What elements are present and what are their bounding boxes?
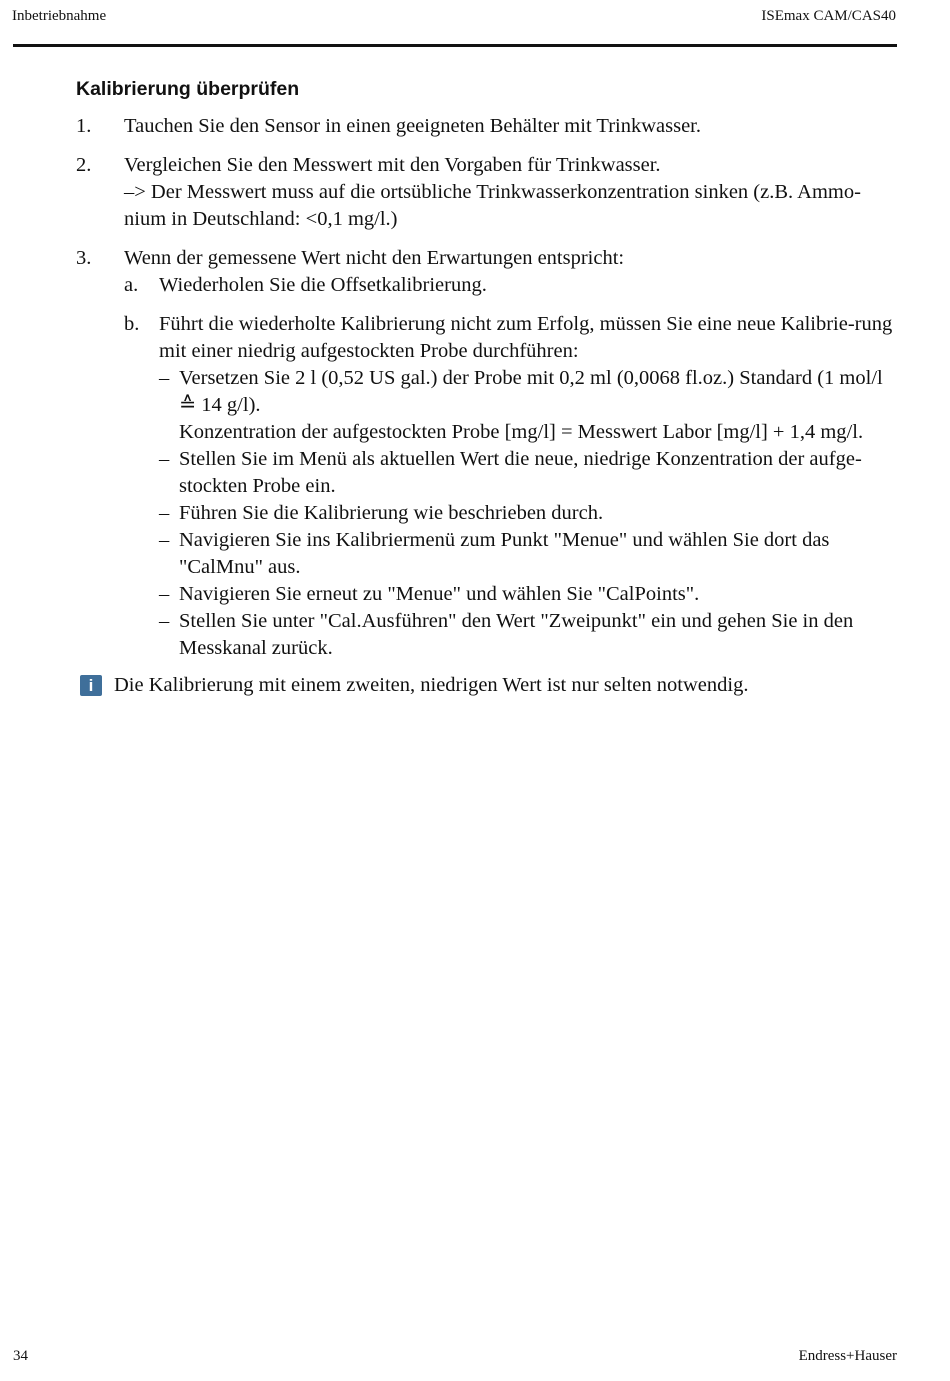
step-text: Wenn der gemessene Wert nicht den Erwartungen entspricht:	[124, 247, 625, 269]
list-item	[159, 608, 898, 662]
substep-text: Führt die wiederholte Kalibrierung nicht zum Erfolg, müssen Sie eine neue Kalibrie-rung mit einer niedrig aufgestockten Probe durchführen:	[159, 313, 893, 362]
info-note-text: Die Kalibrierung mit einem zweiten, niedrigen Wert ist nur selten notwendig.	[114, 674, 749, 696]
list-item-formula: Konzentration der aufgestockten Probe [mg/l] = Messwert Labor [mg/l] + 1,4 mg/l.	[179, 421, 864, 443]
page-number: 34	[13, 1348, 28, 1364]
substep-text: Wiederholen Sie die Offsetkalibrierung.	[159, 274, 487, 296]
step-result: –> Der Messwert muss auf die ortsübliche Trinkwasserkonzentration sinken (z.B. Ammo-nium in Deutschland: <0,1 mg/l.)	[124, 181, 861, 230]
substep-letter: a.	[124, 274, 139, 296]
list-item	[159, 500, 898, 527]
step-1	[76, 113, 898, 140]
dash-bullet: –	[159, 529, 170, 551]
list-item	[159, 581, 898, 608]
header-divider	[13, 44, 897, 47]
step-text: Tauchen Sie den Sensor in einen geeigneten Behälter mit Trinkwasser.	[124, 115, 701, 137]
step-number: 1.	[76, 115, 92, 137]
dash-bullet: –	[159, 367, 170, 389]
list-item-text: Führen Sie die Kalibrierung wie beschrieben durch.	[179, 502, 604, 524]
list-item-text: Navigieren Sie ins Kalibriermenü zum Punkt "Menue" und wählen Sie dort das "CalMnu" aus.	[179, 529, 830, 578]
footer-brand: Endress+Hauser	[798, 1348, 897, 1364]
list-item	[159, 365, 898, 446]
substep-b	[124, 311, 898, 662]
list-item-text: Navigieren Sie erneut zu "Menue" und wählen Sie "CalPoints".	[179, 583, 700, 605]
list-item-text: Stellen Sie unter "Cal.Ausführen" den Wert "Zweipunkt" ein und gehen Sie in den Messkanal zurück.	[179, 610, 854, 659]
dash-bullet: –	[159, 448, 170, 470]
dash-bullet: –	[159, 583, 170, 605]
step-3	[76, 245, 898, 662]
substep-a	[124, 272, 898, 299]
section-title: Kalibrierung überprüfen	[76, 78, 300, 100]
list-item	[159, 446, 898, 500]
info-note	[76, 672, 898, 699]
info-icon: i	[80, 675, 102, 696]
header-product-name: ISEmax CAM/CAS40	[761, 8, 896, 24]
step-number: 2.	[76, 154, 92, 176]
list-item	[159, 527, 898, 581]
dash-bullet: –	[159, 502, 170, 524]
dash-bullet: –	[159, 610, 170, 632]
step-number: 3.	[76, 247, 92, 269]
list-item-text: Stellen Sie im Menü als aktuellen Wert die neue, niedrige Konzentration der aufge-stockten Probe ein.	[179, 448, 862, 497]
list-item-text: Versetzen Sie 2 l (0,52 US gal.) der Probe mit 0,2 ml (0,0068 fl.oz.) Standard (1 mol/l ≙ 14 g/l).	[179, 367, 883, 416]
main-content	[76, 76, 898, 699]
header-section-title: Inbetriebnahme	[12, 8, 107, 24]
step-text: Vergleichen Sie den Messwert mit den Vorgaben für Trinkwasser.	[124, 154, 661, 176]
substep-letter: b.	[124, 313, 140, 335]
step-2	[76, 152, 898, 233]
